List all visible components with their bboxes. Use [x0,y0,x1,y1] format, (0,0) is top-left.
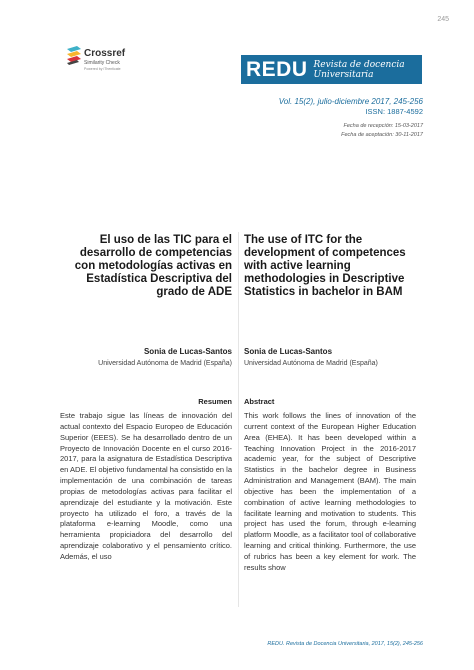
article-title-english: The use of ITC for the development of competences with active learning methodologies in Descriptive Statistics in bachelor in BAM [244,234,406,298]
author-affiliation-spanish: Universidad Autónoma de Madrid (España) [98,360,232,367]
journal-logo-word: REDU [246,57,308,81]
resumen-heading: Resumen [198,397,232,406]
journal-logo-banner [241,55,422,84]
abstract-heading: Abstract [244,397,275,406]
accepted-date: Fecha de aceptación: 30-11-2017 [341,132,423,138]
crossref-similarity-check-badge [66,44,146,94]
journal-logo-tagline [314,60,405,80]
author-name-spanish: Sonia de Lucas-Santos [143,347,232,356]
page-number: 245 [437,16,449,23]
page-footer-citation: REDU. Revista de Docencia Universitaria, 2017, 15(2), 245-256 [267,641,423,647]
crossref-logo-icon [66,46,82,66]
article-title-spanish: El uso de las TIC para el desarrollo de competencias con metodologías activas en Estadística Descriptiva del grado de ADE [74,234,232,298]
crossref-powered-by: Powered by iThenticate [84,67,121,71]
author-name-english: Sonia de Lucas-Santos [244,347,333,356]
resumen-text: Este trabajo sigue las líneas de innovación del actual contexto del Espacio Europeo de Educación Superior (EEES). Se ha desarrollado dentro de un Proyecto de Innovación Docente en el curso 2016-2017, para la asignatura de Estadística Descriptiva en ADE. El objetivo fundamental ha consistido en la implementación de una combinación de tareas propias de metodologías activas para facilitar el aprendizaje del estudiante y la motivación. Este proyecto ha utilizado el foro, a través de la plataforma e-learning Moodle, como una herramienta propiciadora del desarrollo del aprendizaje colaborativo y el pensamiento crítico. Además, el uso [60,411,232,561]
journal-logo-tagline-line-2: Universitaria [313,69,374,80]
abstract-text: This work follows the lines of innovation of the current context of the European Higher Education Area (EHEA). It has been developed within a Teaching Innovation Project in the 2016-2017 academic year, for the subject of Descriptive Statistics in the bachelor degree in Business Administration and Management (BAM). The main objective has been the implementation of a combination of active learning methodologies to facilitate learning and motivation to students. This project has used the forum, through e-learning platform Moodle, as a facilitator tool of collaborative learning and critical thinking. Furthermore, the use of rubrics has been a key element for work. The results show [244,411,416,572]
author-affiliation-english: Universidad Autónoma de Madrid (España) [244,360,378,367]
crossref-brand: Crossref [84,48,126,59]
received-date: Fecha de recepción: 15-03-2017 [343,123,423,129]
submission-dates [341,122,423,140]
volume-info: Vol. 15(2), julio-diciembre 2017, 245-256 [278,97,423,106]
issn: ISSN: 1887-4592 [365,107,423,116]
column-divider [238,232,239,607]
crossref-subtitle: Similarity Check [84,60,120,66]
journal-logo-tagline-line-1: Revista de docencia [313,59,405,70]
